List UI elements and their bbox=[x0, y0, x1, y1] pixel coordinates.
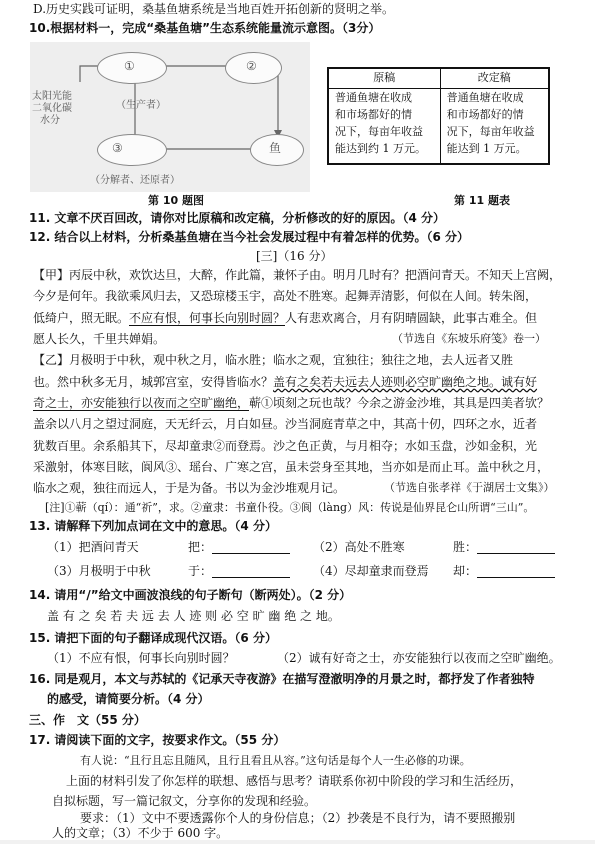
q13-item-1: （1）把酒问青天 bbox=[47, 540, 139, 554]
page-bottom-edge bbox=[0, 840, 595, 844]
answer-blank[interactable] bbox=[477, 566, 555, 578]
q17-body-2: 自拟标题，写一篇记叙文，分享你的发现和经验。 bbox=[52, 794, 317, 808]
q15-item-2: （2）诚有好奇之士，亦安能独行以夜而之空旷幽绝。 bbox=[277, 651, 561, 665]
passage-yi-line1: 【乙】月极明于中秋，观中秋之月，临水胜；临水之观，宜独往；独往之地，去人远者又胜 bbox=[33, 353, 514, 367]
q13-item-3: （3）月极明于中秋 bbox=[47, 564, 151, 578]
underlined-sentence-2: 奇之士，亦安能独行以夜而之空旷幽绝， bbox=[33, 396, 250, 410]
passage-jia-line1: 【甲】丙辰中秋，欢饮达旦，大醉，作此篇，兼怀子由。明月几时有？把酒问青天。不知天上宫阙， bbox=[33, 268, 562, 282]
question-17: 17. 请阅读下面的文字，按要求作文。（55 分） bbox=[29, 733, 286, 747]
input-label-1: 太阳光能 bbox=[32, 91, 72, 102]
producer-label: （生产者） bbox=[116, 100, 166, 111]
question-16-line1: 16. 同是观月，本文与苏轼的《记承天寺夜游》在描写澄澈明净的月景之时，都抒发了作者独特 bbox=[29, 672, 535, 686]
q14-sentence: 盖 有 之 矣 若 夫 远 去 人 迹 则 必 空 旷 幽 绝 之 地。 bbox=[47, 609, 340, 623]
decomposer-label: （分解者、还原者） bbox=[90, 175, 180, 186]
passage-yi-line4: 盖余以八月之望过洞庭，天无纤云，月白如昼。沙当洞庭青草之中，其高十仞，四环之水，近者 bbox=[33, 417, 538, 431]
question-12: 12. 结合以上材料，分析桑基鱼塘在当今社会发展过程中有着怎样的优势。（6 分） bbox=[29, 230, 469, 244]
node-fish-label: 鱼 bbox=[269, 141, 282, 155]
q13-item-4-answer[interactable]: 却： bbox=[453, 564, 555, 578]
composition-heading: 三、作 文（55 分） bbox=[29, 713, 146, 727]
draft-comparison-table bbox=[327, 67, 550, 165]
q13-item-3-answer[interactable]: 于： bbox=[188, 564, 290, 578]
q17-requirements-2: 人的文章；（3）不少于 600 字。 bbox=[52, 826, 229, 840]
annotation-note: [注]①蕲（qí）：通“祈”，求。②童隶：书童仆役。③阆（làng）风：传说是仙界昆仑山所谓“三山”。 bbox=[45, 501, 535, 514]
passage-yi-line6: 采激射，体寒目眩，阆风③、瑶台、广寒之宫，虽未尝身至其地，当亦如是而止耳。盖中秋之月， bbox=[33, 460, 550, 474]
option-d: D.历史实践可证明，桑基鱼塘系统是当地百姓开拓创新的贤明之举。 bbox=[33, 2, 395, 16]
passage-jia-line3: 低绮户，照无眠。不应有恨，何事长向别时圆？人有悲欢离合，月有阴晴圆缺，此事古难全。但 bbox=[33, 311, 538, 325]
node-3-label: ③ bbox=[112, 141, 123, 155]
figure-10-caption: 第 10 题图 bbox=[148, 194, 204, 207]
passage-yi-line3: 奇之士，亦安能独行以夜而之空旷幽绝，蕲①顷刻之玩也哉？今余之游金沙堆，其具是四美者欤？ bbox=[33, 396, 550, 410]
energy-flow-diagram bbox=[30, 42, 310, 192]
answer-blank[interactable] bbox=[477, 542, 555, 554]
question-13: 13. 请解释下列加点词在文中的意思。（4 分） bbox=[29, 519, 277, 533]
q17-quote: 有人说：“且行且忘且随风，且行且看且从容。”这句话是每个人一生必修的功课。 bbox=[80, 754, 471, 767]
q13-item-4: （4）尽却童隶而登焉 bbox=[313, 564, 429, 578]
question-11: 11. 文章不厌百回改，请你对比原稿和改定稿，分析修改的好的原因。（4 分） bbox=[29, 211, 445, 225]
node-2-label: ② bbox=[246, 59, 257, 73]
table-header-original: 原稿 bbox=[328, 68, 440, 88]
passage-yi-source: （节选自张孝祥《于湖居士文集》） bbox=[384, 481, 555, 494]
underlined-sentence: 不应有恨，何事长向别时圆？ bbox=[129, 311, 286, 325]
question-16-line2: 的感受，请简要分析。（4 分） bbox=[47, 692, 210, 706]
answer-blank[interactable] bbox=[212, 542, 290, 554]
passage-jia-line4: 愿人长久，千里共婵娟。 bbox=[33, 332, 166, 346]
q13-item-1-answer[interactable]: 把： bbox=[188, 540, 290, 554]
wavy-sentence: 盖有之矣若夫远去人迹则必空旷幽绝之地。诚有好 bbox=[273, 375, 538, 389]
node-3 bbox=[97, 134, 167, 166]
node-1-label: ① bbox=[124, 59, 135, 73]
passage-yi-line2: 也。然中秋多无月，城郭宫室，安得皆临水？盖有之矣若夫远去人迹则必空旷幽绝之地。诚有好 bbox=[33, 375, 538, 389]
q13-item-2-answer[interactable]: 胜： bbox=[453, 540, 555, 554]
q13-item-2: （2）高处不胜寒 bbox=[313, 540, 405, 554]
question-14: 14. 请用“/”给文中画波浪线的句子断句（断两处）。（2 分） bbox=[29, 588, 352, 602]
table-cell-original: 普通鱼塘在收成 和市场都好的情 况下，每亩年收益 能达到约 1 万元。 bbox=[328, 88, 440, 164]
passage-yi-line7: 临水之观，独往而远人，于是为备。书以为金沙堆观月记。 bbox=[33, 481, 346, 495]
question-15: 15. 请把下面的句子翻译成现代汉语。（6 分） bbox=[29, 631, 277, 645]
input-label-3: 水分 bbox=[40, 115, 60, 126]
q17-body-1: 上面的材料引发了你怎样的联想、感悟与思考？请联系你初中阶段的学习和生活经历， bbox=[66, 774, 523, 788]
table-header-revised: 改定稿 bbox=[440, 68, 549, 88]
passage-jia-source: （节选自《东坡乐府笺》卷一） bbox=[392, 332, 546, 345]
input-label-2: 二氧化碳 bbox=[32, 103, 72, 114]
answer-blank[interactable] bbox=[212, 566, 290, 578]
q15-item-1: （1）不应有恨，何事长向别时圆？ bbox=[47, 651, 235, 665]
q17-requirements-1: 要求：（1）文中不要透露你个人的身份信息；（2）抄袭是不良行为，请不要照搬别 bbox=[80, 811, 516, 825]
passage-jia-line2: 今夕是何年。我欲乘风归去，又恐琼楼玉宇，高处不胜寒。起舞弄清影，何似在人间。转朱阁， bbox=[33, 289, 538, 303]
table-11-caption: 第 11 题表 bbox=[454, 194, 510, 207]
table-cell-revised: 普通鱼塘在收成 和市场都好的情 况下，每亩年收益 能达到 1 万元。 bbox=[440, 88, 549, 164]
section-3-heading: [三]（16 分） bbox=[256, 249, 333, 263]
passage-yi-line5: 犹数百里。余系船其下，尽却童隶②而登焉。沙之色正黄，与月相夺；水如玉盘，沙如金积，光 bbox=[33, 439, 538, 453]
question-10: 10.根据材料一，完成“桑基鱼塘”生态系统能量流示意图。（3分） bbox=[29, 21, 381, 35]
